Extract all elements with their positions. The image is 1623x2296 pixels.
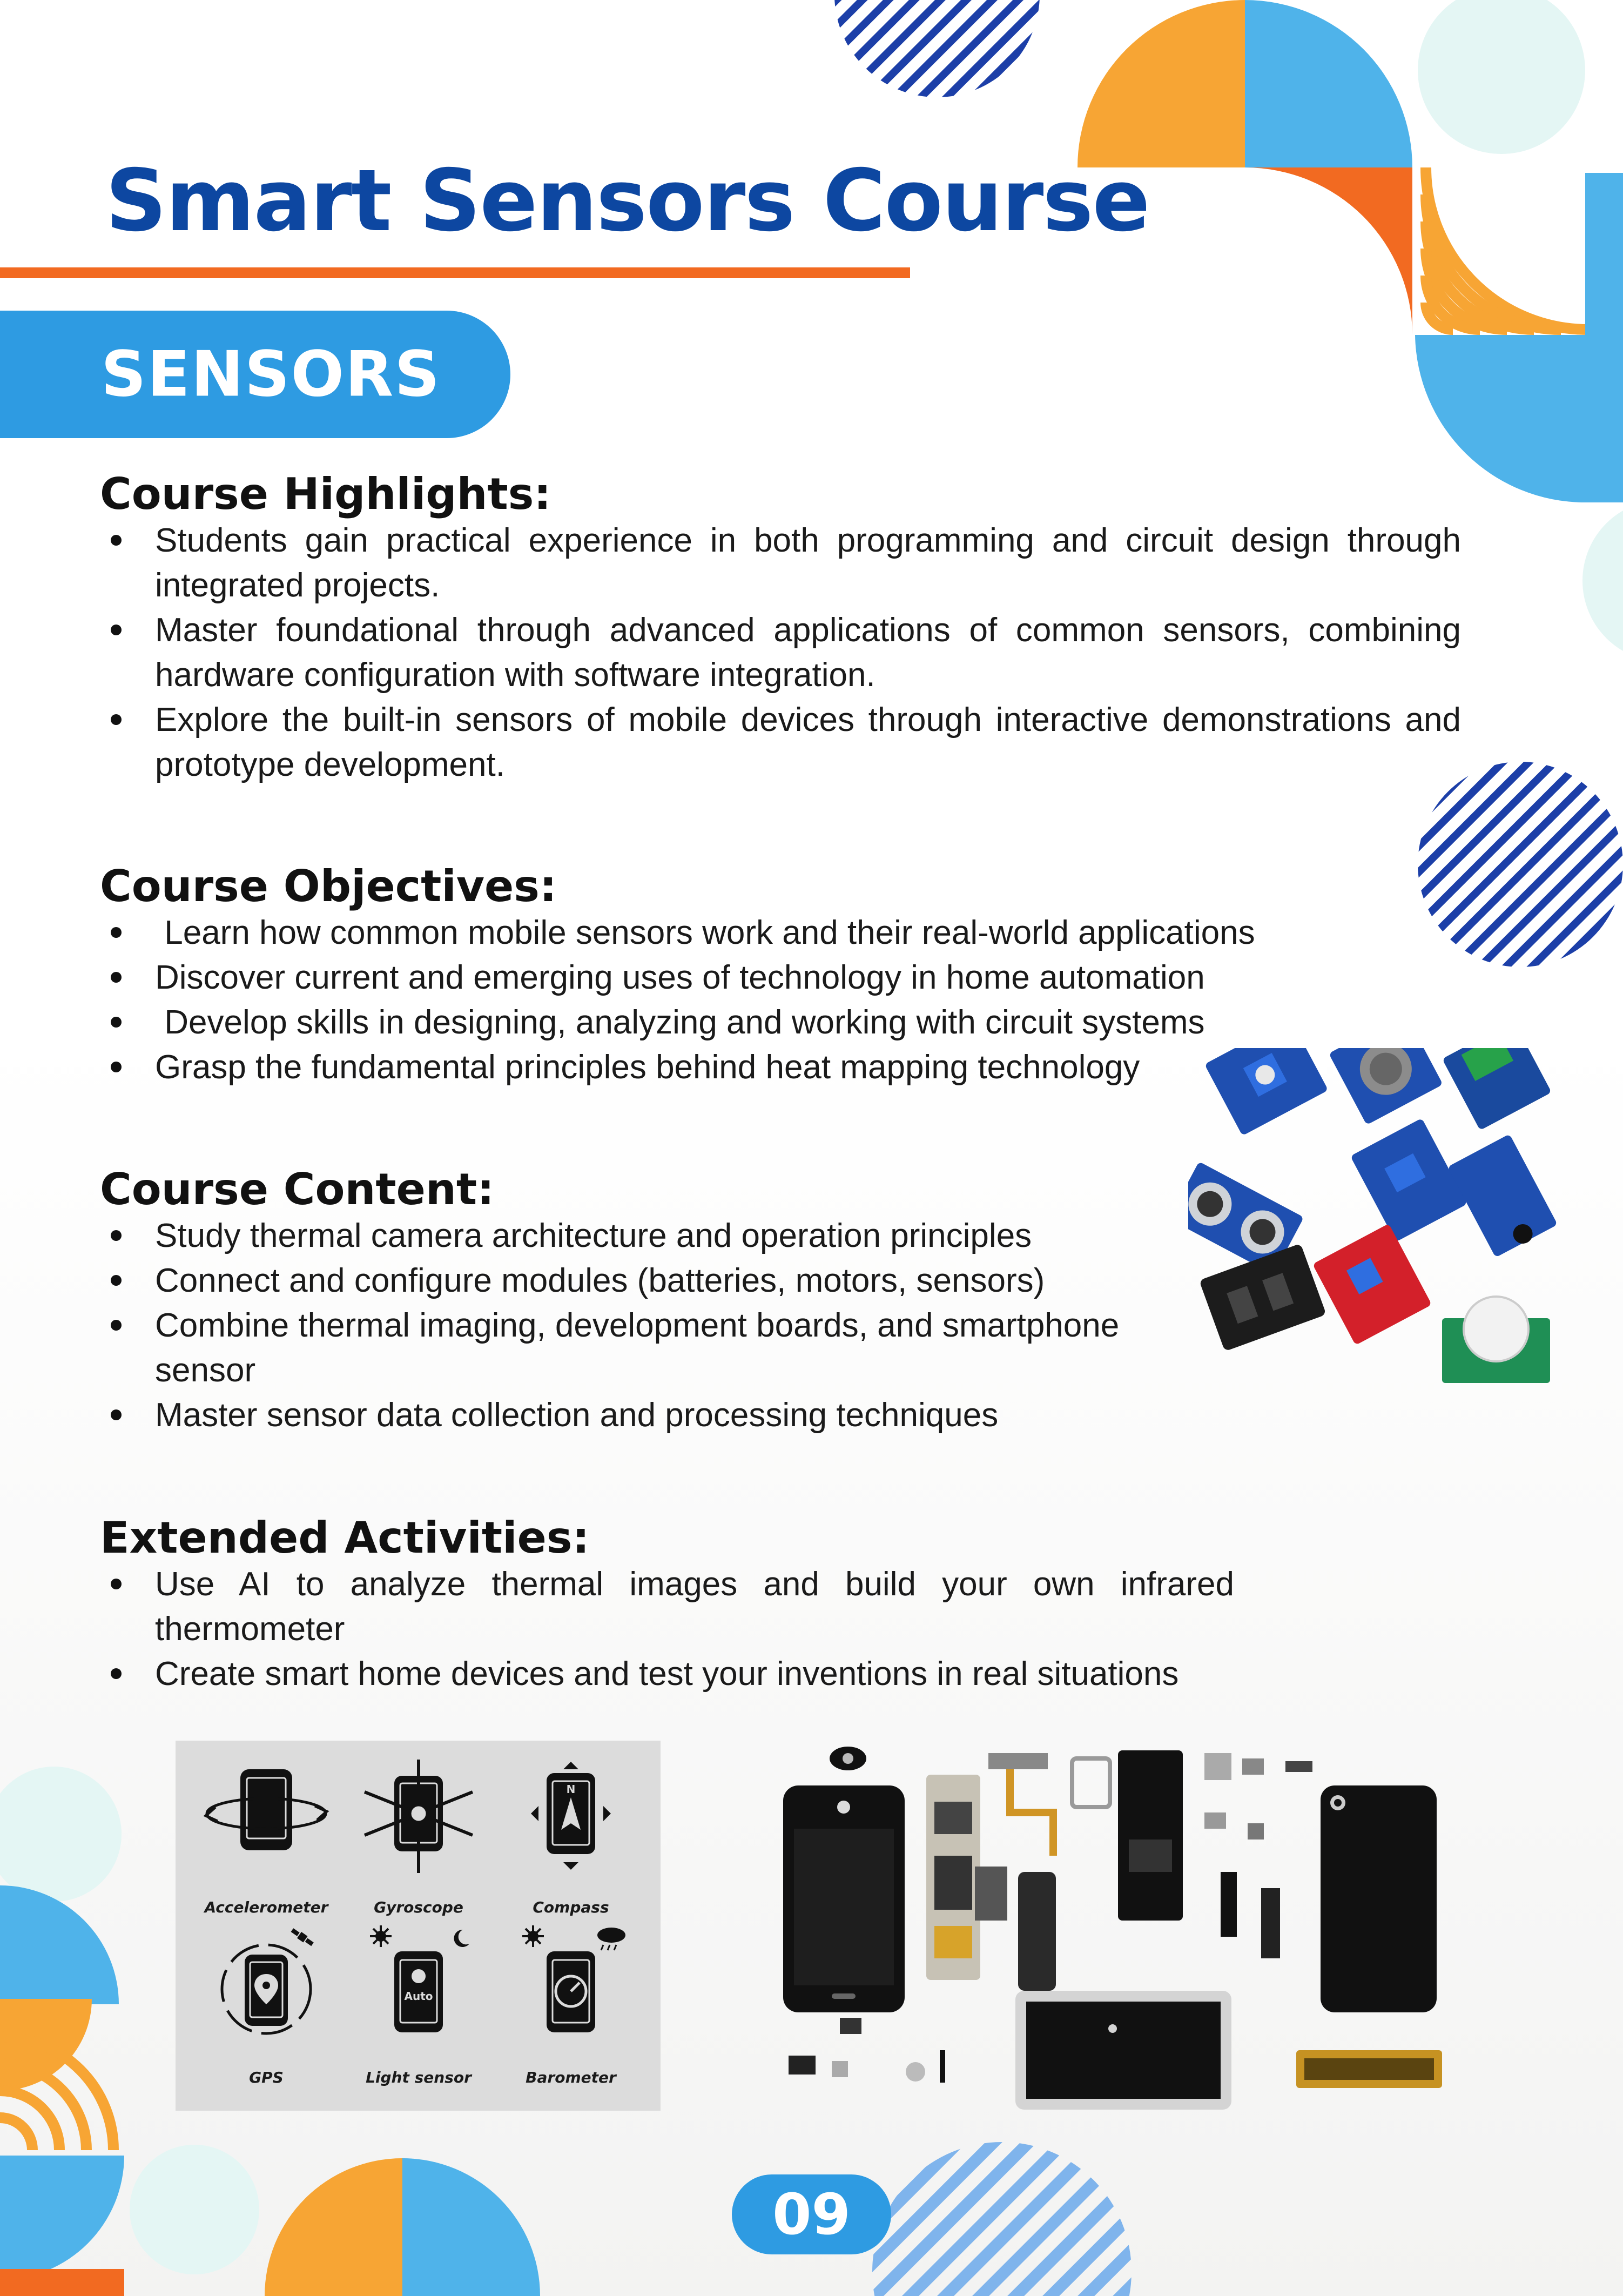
barometer-cell xyxy=(495,1924,646,2086)
page-number-badge xyxy=(732,2174,891,2254)
activities-section xyxy=(100,1513,1234,1696)
light-sensor-label: Light sensor xyxy=(366,2069,472,2086)
striped-semicircle-top xyxy=(834,0,1040,97)
compass-cell xyxy=(495,1754,646,1916)
gps-label: GPS xyxy=(249,2069,284,2086)
blue-quarter-disc xyxy=(1245,0,1412,167)
home-button xyxy=(830,1747,866,1770)
sim-tray xyxy=(1072,1758,1110,1807)
list-item: Learn how common mobile sensors work and their real-world applications xyxy=(100,910,1396,955)
highlights-section xyxy=(100,469,1461,787)
light-sensor-icon xyxy=(343,1924,494,2054)
phone-sensors-card xyxy=(176,1741,661,2111)
sensor-module xyxy=(1447,1134,1558,1259)
phone-parts-image xyxy=(772,1742,1447,2120)
sun-icon xyxy=(370,1925,392,1947)
striped-circle-right xyxy=(1418,762,1623,967)
blue-half-bottom xyxy=(402,2158,540,2296)
activities-heading: Extended Activities: xyxy=(100,1513,590,1563)
content-heading: Course Content: xyxy=(100,1164,495,1214)
list-item: Combine thermal imaging, development boards, and smartphone sensor xyxy=(100,1303,1186,1393)
section-pill xyxy=(0,311,510,438)
objectives-heading: Course Objectives: xyxy=(100,861,557,911)
sun-icon xyxy=(522,1925,544,1947)
battery xyxy=(1118,1750,1183,1921)
list-item: Master foundational through advanced applications of common sensors, combining hardware configuration with software integration. xyxy=(100,608,1461,697)
blue-bar-right xyxy=(1585,173,1623,502)
page-number: 09 xyxy=(772,2181,851,2247)
list-item: Use AI to analyze thermal images and build your own infrared thermometer xyxy=(100,1562,1234,1651)
ir-sensor xyxy=(1199,1244,1326,1352)
content-section xyxy=(100,1164,1180,1438)
barometer-icon xyxy=(495,1924,646,2054)
list-item: Connect and configure modules (batteries, motors, sensors) xyxy=(100,1258,1186,1303)
orange-half-disc xyxy=(1077,0,1245,167)
list-item: Create smart home devices and test your inventions in real situations xyxy=(100,1651,1234,1696)
list-item: Explore the built-in sensors of mobile devices through interactive demonstrations and prototype development. xyxy=(100,697,1461,787)
pir-sensor xyxy=(1442,1297,1550,1383)
striped-circle-bottom xyxy=(872,2142,1132,2296)
page-title: Smart Sensors Course xyxy=(105,151,1149,251)
light-sensor-screen-text: Auto xyxy=(404,1990,433,2003)
rain-cloud-icon xyxy=(597,1928,625,1950)
midframe xyxy=(1015,1991,1231,2110)
sensor-module xyxy=(1350,1118,1467,1242)
orange-half-bottom xyxy=(265,2158,402,2296)
gyroscope-icon xyxy=(343,1754,494,1884)
orange-rings xyxy=(1426,167,1588,330)
sensor-module xyxy=(1204,1048,1328,1136)
orange-quarter xyxy=(1245,167,1412,335)
logic-board xyxy=(926,1775,980,1980)
gps-cell xyxy=(191,1924,342,2086)
highlights-heading: Course Highlights: xyxy=(100,469,551,519)
section-label: SENSORS xyxy=(101,338,441,411)
mint-circle-top xyxy=(1418,0,1585,154)
title-underline xyxy=(0,267,910,278)
compass-label: Compass xyxy=(533,1898,609,1916)
gyroscope-cell xyxy=(343,1754,494,1916)
sensor-module xyxy=(1329,1048,1443,1125)
compass-icon xyxy=(495,1754,646,1884)
satellite-icon xyxy=(290,1927,315,1948)
flex-cable xyxy=(988,1753,1053,1856)
light-sensor-cell xyxy=(343,1924,494,2086)
activities-list xyxy=(100,1562,1234,1696)
list-item: Study thermal camera architecture and operation principles xyxy=(100,1213,1186,1258)
mint-circle-right xyxy=(1582,500,1623,662)
sensor-modules-image xyxy=(1188,1048,1561,1421)
gps-icon xyxy=(191,1924,342,2054)
content-list xyxy=(100,1213,1186,1438)
list-item: Master sensor data collection and processing techniques xyxy=(100,1393,1186,1438)
accelerometer-icon xyxy=(191,1754,342,1884)
connector-strip xyxy=(1296,2050,1442,2088)
highlights-list xyxy=(100,518,1461,787)
mint-circle-bottom xyxy=(130,2145,259,2274)
list-item: Grasp the fundamental principles behind heat mapping technology xyxy=(100,1045,1396,1090)
speaker-module xyxy=(975,1867,1056,1991)
gyroscope-label: Gyroscope xyxy=(374,1898,463,1916)
orange-strip-bottom xyxy=(0,2269,124,2296)
blue-quarter-bottom-left-2 xyxy=(0,2156,124,2280)
phone-back-panel xyxy=(1321,1785,1437,2012)
accelerometer-cell xyxy=(191,1754,342,1916)
accelerometer-label: Accelerometer xyxy=(204,1898,328,1916)
list-item: Students gain practical experience in both programming and circuit design through integrated projects. xyxy=(100,518,1461,608)
list-item: Discover current and emerging uses of technology in home automation xyxy=(100,955,1396,1000)
moon-icon xyxy=(454,1930,469,1947)
barometer-label: Barometer xyxy=(526,2069,616,2086)
compass-north-mark: N xyxy=(566,1783,576,1796)
list-item: Develop skills in designing, analyzing and working with circuit systems xyxy=(100,1000,1396,1045)
sound-sensor xyxy=(1312,1224,1432,1345)
blue-quarter-bottom-left xyxy=(0,1885,119,2004)
sensor-module xyxy=(1442,1048,1552,1130)
phone-front-panel xyxy=(783,1785,905,2012)
mint-circle-bottom-left xyxy=(0,1767,122,1902)
